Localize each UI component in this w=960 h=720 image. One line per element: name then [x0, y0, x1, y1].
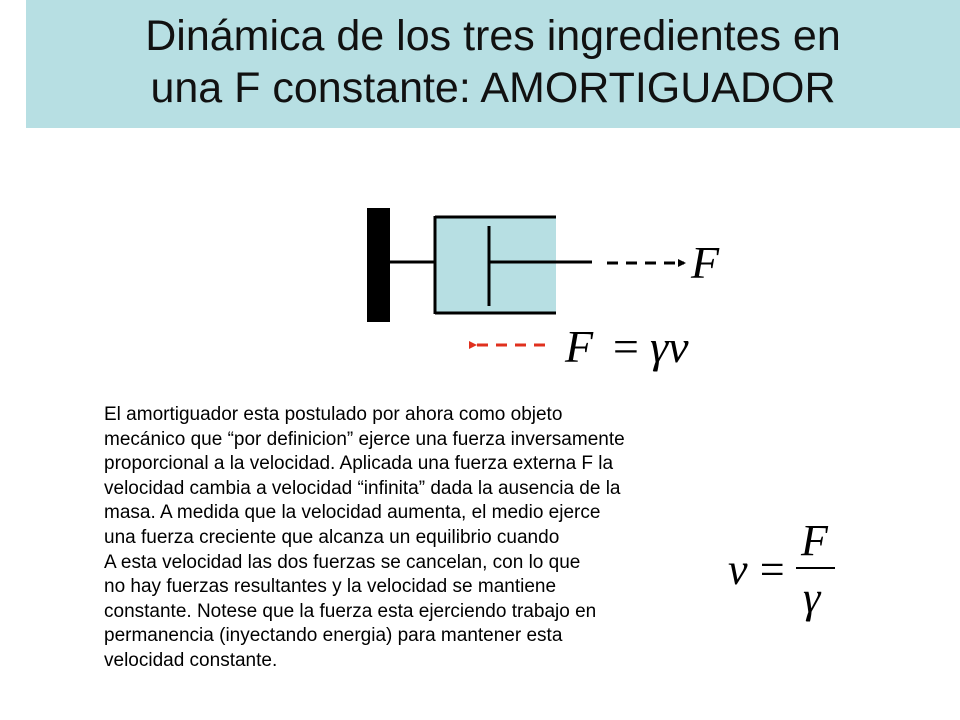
damping-force-eq: =: [610, 321, 642, 372]
body-line: constante. Notese que la fuerza esta ejerciendo trabajo en: [104, 600, 597, 622]
body-line: proporcional a la velocidad. Aplicada una fuerza externa F la: [104, 453, 614, 475]
body-line: mecánico que “por definicion” ejerce una fuerza inversamente: [104, 428, 625, 450]
body-line: A esta velocidad las dos fuerzas se cancelan, con lo que: [104, 551, 581, 573]
body-line: velocidad cambia a velocidad “infinita” dada la ausencia de la: [104, 477, 621, 499]
title-line-1: Dinámica de los tres ingredientes en: [145, 12, 841, 60]
body-line: El amortiguador esta postulado por ahora como objeto: [104, 404, 563, 425]
body-line: permanencia (inyectando energia) para mantener esta: [104, 625, 563, 647]
applied-force-label: F: [691, 237, 720, 288]
damping-force-rhs: γv: [650, 321, 689, 372]
equation-denominator: γ: [803, 573, 821, 622]
body-line: no hay fuerzas resultantes y la velocidad se mantiene: [104, 576, 557, 598]
fixed-wall: [367, 208, 390, 322]
equation-lhs: v: [728, 545, 748, 594]
equation-numerator: F: [801, 516, 828, 565]
equation-eq: =: [757, 545, 787, 594]
body-line: una fuerza creciente que alcanza un equilibrio cuando: [104, 526, 560, 548]
damper-cylinder: [435, 217, 556, 313]
damping-force-lhs: F: [565, 321, 594, 372]
title-line-2: una F constante: AMORTIGUADOR: [150, 64, 836, 112]
body-paragraph: [104, 403, 784, 674]
body-line: velocidad constante.: [104, 649, 278, 671]
body-line: masa. A medida que la velocidad aumenta, el medio ejerce: [104, 502, 601, 524]
